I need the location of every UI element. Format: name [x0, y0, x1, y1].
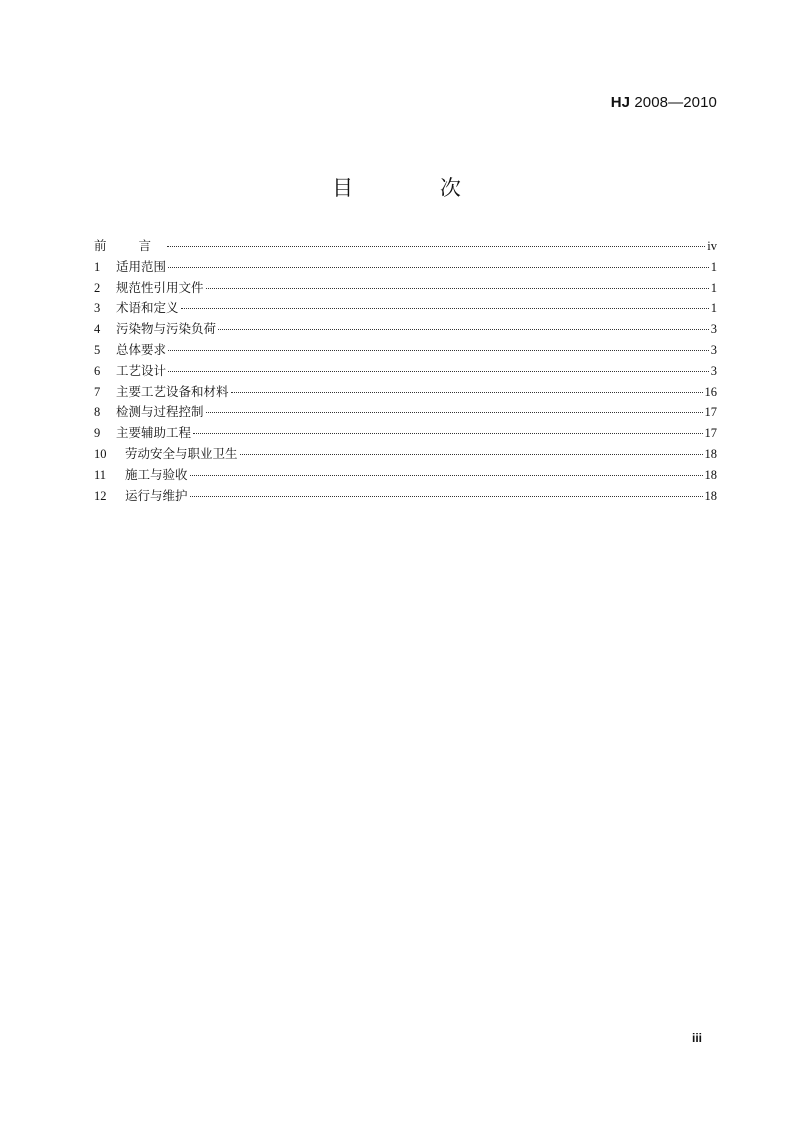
toc-item-7[interactable] — [94, 382, 717, 403]
toc-item-5[interactable] — [94, 340, 717, 361]
toc-item-number: 7 — [94, 384, 101, 399]
toc-item-number: 11 — [94, 467, 107, 482]
toc-leader-dots — [206, 412, 703, 413]
toc-item-number: 9 — [94, 426, 101, 441]
toc-leader-dots — [167, 246, 705, 247]
toc-item-number: 3 — [94, 301, 101, 316]
toc-item-number: 4 — [94, 322, 101, 337]
toc-leader-dots — [168, 371, 709, 372]
standard-code — [611, 94, 717, 111]
toc-item-page: 17 — [704, 405, 717, 420]
table-of-contents — [94, 236, 717, 506]
toc-item-number: 8 — [94, 405, 101, 420]
toc-item-label: 规范性引用文件 — [116, 279, 204, 295]
toc-item-page: 3 — [710, 363, 717, 378]
toc-item-number: 6 — [94, 363, 101, 378]
toc-item-6[interactable] — [94, 361, 717, 382]
toc-leader-dots — [190, 496, 703, 497]
toc-leader-dots — [168, 350, 709, 351]
toc-item-page: iv — [707, 239, 717, 253]
toc-leader-dots — [190, 475, 703, 476]
toc-item-label: 主要工艺设备和材料 — [116, 383, 229, 399]
toc-leader-dots — [181, 308, 709, 309]
toc-item-11[interactable] — [94, 465, 717, 486]
toc-item-label: 劳动安全与职业卫生 — [125, 445, 238, 461]
toc-item-9[interactable] — [94, 423, 717, 444]
toc-item-label: 总体要求 — [116, 341, 167, 357]
toc-leader-dots — [193, 433, 702, 434]
toc-item-label: 术语和定义 — [116, 300, 179, 316]
toc-leader-dots — [240, 454, 703, 455]
toc-item-label: 污染物与污染负荷 — [116, 321, 217, 337]
toc-leader-dots — [231, 392, 703, 393]
toc-item-page: 3 — [710, 322, 717, 337]
toc-item-label: 前 言 — [94, 238, 165, 253]
toc-item-number: 5 — [94, 342, 101, 357]
toc-item-8[interactable] — [94, 402, 717, 423]
toc-item-3[interactable] — [94, 298, 717, 319]
toc-item-page: 1 — [710, 280, 717, 295]
page-number: iii — [691, 1031, 702, 1045]
toc-item-label: 适用范围 — [116, 258, 167, 274]
toc-leader-dots — [206, 288, 709, 289]
toc-item-1[interactable] — [94, 257, 717, 278]
toc-item-page: 18 — [704, 488, 717, 503]
toc-item-label: 主要辅助工程 — [116, 425, 192, 441]
standard-code-number: 2008—2010 — [634, 94, 717, 111]
toc-item-page: 18 — [704, 446, 717, 461]
toc-item-label: 施工与验收 — [125, 466, 188, 482]
toc-item-page: 3 — [710, 342, 717, 357]
page-title: 目 次 — [332, 176, 501, 200]
standard-code-prefix: HJ — [610, 94, 631, 111]
toc-item-page: 16 — [704, 384, 717, 399]
toc-leader-dots — [218, 329, 709, 330]
toc-item-label: 运行与维护 — [125, 487, 188, 503]
toc-item-number: 1 — [94, 259, 101, 274]
toc-item-number: 10 — [94, 446, 107, 461]
toc-item-label: 检测与过程控制 — [116, 404, 204, 420]
toc-item-page: 1 — [710, 259, 717, 274]
toc-item-10[interactable] — [94, 444, 717, 465]
toc-item-page: 17 — [704, 426, 717, 441]
toc-item-number: 12 — [94, 488, 107, 503]
toc-item-2[interactable] — [94, 278, 717, 299]
toc-leader-dots — [168, 267, 709, 268]
toc-item-page: 18 — [704, 467, 717, 482]
toc-item-4[interactable] — [94, 319, 717, 340]
toc-item-foreword[interactable] — [94, 236, 717, 257]
toc-item-12[interactable] — [94, 486, 717, 507]
toc-item-label: 工艺设计 — [116, 362, 167, 378]
toc-item-number: 2 — [94, 280, 101, 295]
toc-item-page: 1 — [710, 301, 717, 316]
